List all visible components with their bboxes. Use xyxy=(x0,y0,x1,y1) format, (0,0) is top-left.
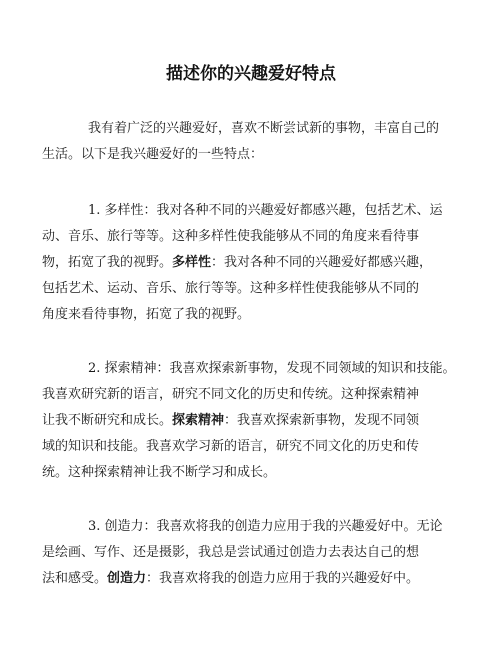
item1-line-1: 1. 多样性：我对各种不同的兴趣爱好都感兴趣，包括艺术、运 xyxy=(88,203,443,218)
item3-line-3-post: ：我喜欢将我的创造力应用于我的兴趣爱好中。 xyxy=(146,571,420,586)
item2-line-3 xyxy=(42,408,462,434)
item1-line-4: 包括艺术、运动、音乐、旅行等等。这种多样性使我能够从不同的 xyxy=(42,281,420,296)
item1-line-5: 角度来看待事物，拓宽了我的视野。 xyxy=(42,307,251,322)
item3-line-3 xyxy=(42,566,462,592)
item-exploration-paragraph xyxy=(42,356,462,486)
item3-line-2: 是绘画、写作、还是摄影，我总是尝试通过创造力去表达自己的想 xyxy=(42,545,420,560)
item2-line-1: 2. 探索精神：我喜欢探索新事物，发现不同领域的知识和技能。 xyxy=(88,361,456,376)
item3-line-3-pre: 法和感受。 xyxy=(42,571,108,586)
intro-line-1: 我有着广泛的兴趣爱好，喜欢不断尝试新的事物，丰富自己的 xyxy=(88,121,440,136)
item-diversity-paragraph xyxy=(42,198,462,328)
item3-bold-term: 创造力 xyxy=(107,571,147,586)
item2-line-3-post: ：我喜欢探索新事物，发现不同领 xyxy=(224,413,420,428)
item1-line-3-post: ：我对各种不同的兴趣爱好都感兴趣， xyxy=(211,255,433,270)
document-title: 描述你的兴趣爱好特点 xyxy=(166,64,336,84)
intro-paragraph xyxy=(42,116,462,168)
item3-line-1: 3. 创造力：我喜欢将我的创造力应用于我的兴趣爱好中。无论 xyxy=(88,519,443,534)
item-creativity-paragraph xyxy=(42,514,462,592)
item1-line-3 xyxy=(42,250,462,276)
item2-line-4: 域的知识和技能。我喜欢学习新的语言，研究不同文化的历史和传 xyxy=(42,439,420,454)
item1-bold-term: 多样性 xyxy=(172,255,212,270)
item2-bold-term: 探索精神 xyxy=(172,413,225,428)
intro-line-2: 生活。以下是我兴趣爱好的一些特点： xyxy=(42,147,264,162)
item2-line-2: 我喜欢研究新的语言，研究不同文化的历史和传统。这种探索精神 xyxy=(42,387,420,402)
item1-line-3-pre: 物，拓宽了我的视野。 xyxy=(42,255,173,270)
item1-line-2: 动、音乐、旅行等等。这种多样性使我能够从不同的角度来看待事 xyxy=(42,229,420,244)
item2-line-3-pre: 让我不断研究和成长。 xyxy=(42,413,173,428)
item2-line-5: 统。这种探索精神让我不断学习和成长。 xyxy=(42,465,277,480)
